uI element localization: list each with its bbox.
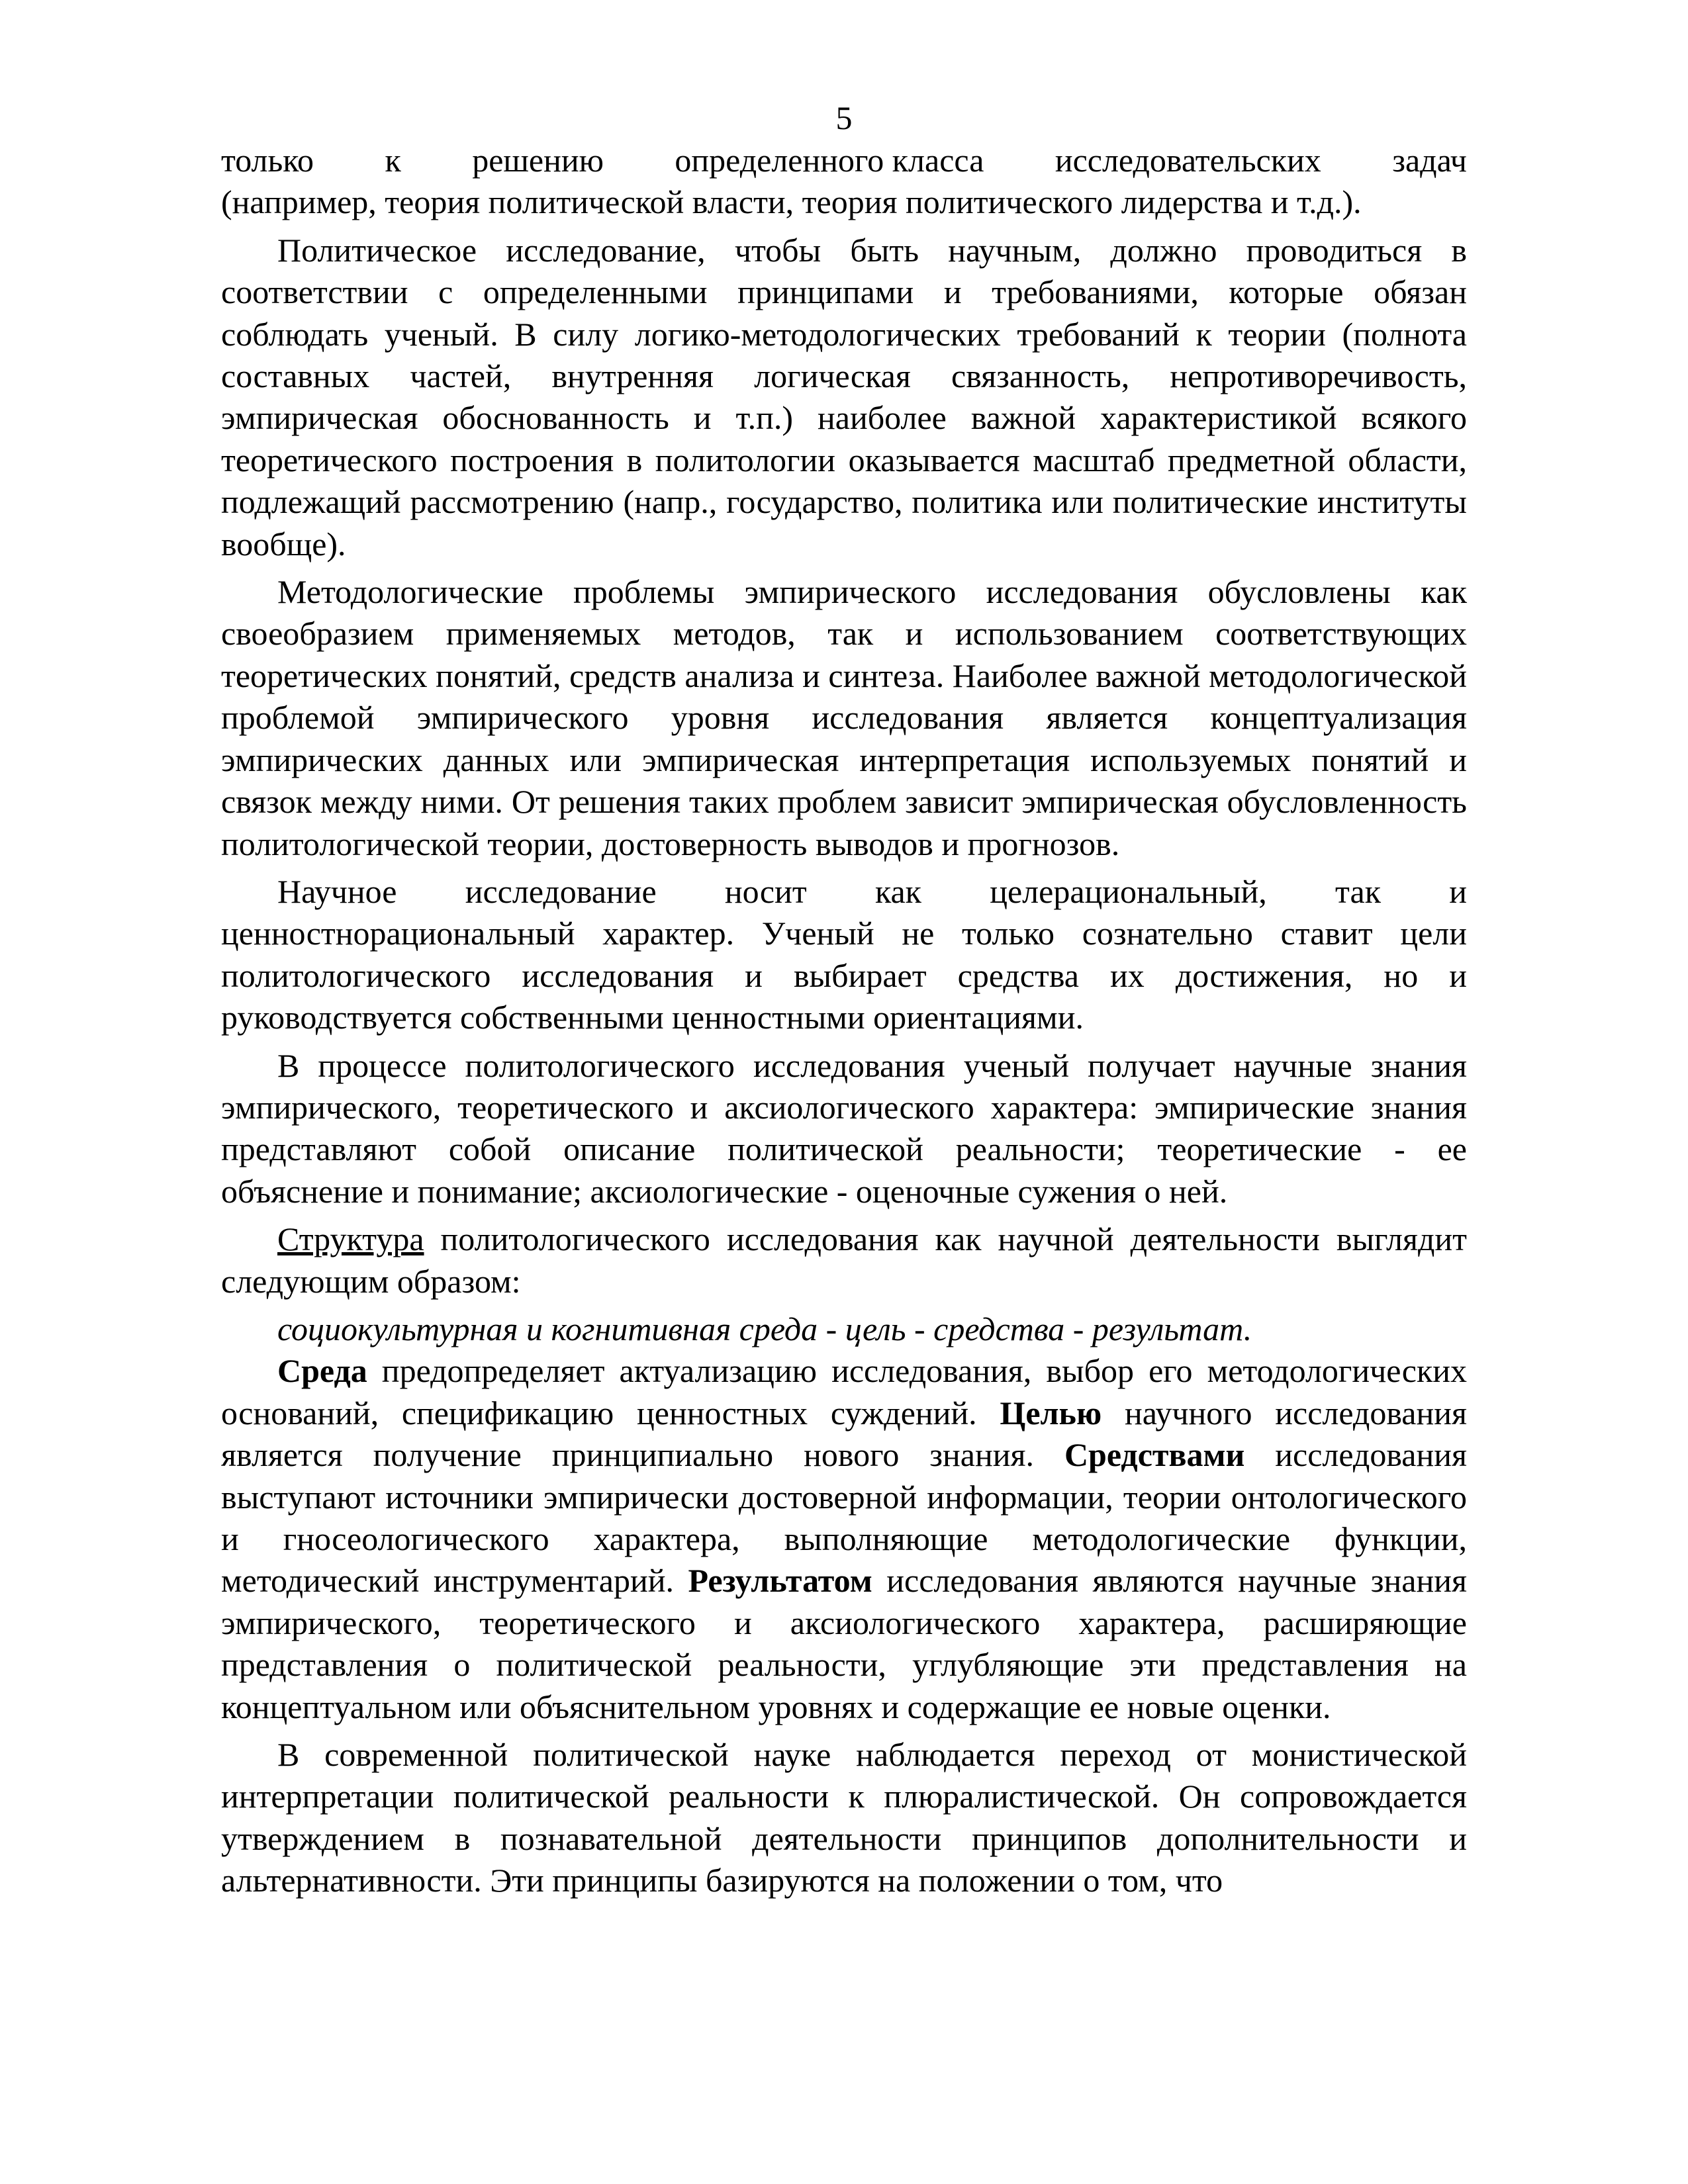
structure-text: политологического исследования как научной деятельности выглядит следующим образом: xyxy=(221,1220,1467,1300)
paragraph-1-rest: (например, теория политической власти, теория политического лидерства и т.д.). xyxy=(221,183,1362,221)
term-rezultatom: Результатом xyxy=(688,1562,872,1600)
paragraph-2: Политическое исследование, чтобы быть научным, должно проводиться в соответствии с определенными принципами и требованиями, которые обязан соблюдать ученый. В силу логико-методологических требований к теории (полнота составных частей, внутренняя логическая связанность, непротиворечивость, эмпирическая обоснованность и т.п.) наиболее важной характеристикой всякого теоретического построения в политологии оказывается масштаб предметной области, подлежащий рассмотрению (напр., государство, политика или политические институты вообще). xyxy=(221,231,1467,563)
term-sreda: Среда xyxy=(277,1352,367,1390)
paragraph-1 xyxy=(221,140,1467,224)
paragraph-9: В современной политической науке наблюдается переход от монистической интерпретации политической реальности к плюралистической. Он сопровождается утверждением в познавательной деятельности принципов дополнительности и альтернативности. Эти принципы базируются на положении о том, что xyxy=(221,1736,1467,1899)
structure-formula: социокультурная и когнитивная среда - цель - средства - результат. xyxy=(277,1310,1252,1347)
body-text xyxy=(221,140,1467,1908)
paragraph-1-first-line: только к решению определенного класса исследовательских задач xyxy=(221,142,1467,179)
paragraph-5: В процессе политологического исследования ученый получает научные знания эмпирического, теоретического и аксиологического характера: эмпирические знания представляют собой описание политической реальности; теоретические - ее объяснение и понимание; аксиологические - оценочные сужения о ней. xyxy=(221,1046,1467,1210)
paragraph-3: Методологические проблемы эмпирического исследования обусловлены как своеобразием применяемых методов, так и использованием соответствующих теоретических понятий, средств анализа и синтеза. Наиболее важной методологической проблемой эмпирического уровня исследования является концептуализация эмпирических данных или эмпирическая интерпретация используемых понятий и связок между ними. От решения таких проблем зависит эмпирическая обусловленность политологической теории, достоверность выводов и прогнозов. xyxy=(221,573,1467,862)
structure-term: Структура xyxy=(277,1220,424,1258)
paragraph-components: Среда предопределяет актуализацию исследования, выбор его методологических оснований, спецификацию ценностных суждений. Целью научного исследования является получение принципиально нового знания. Средствами исследования выступают источники эмпирически достоверной информации, теории онтологического и гносеологического характера, выполняющие методологические функции, методический инструментарий. Результатом исследования являются научные знания эмпирического, теоретического и аксиологического характера, расширяющие представления о политической реальности, углубляющие эти представления на концептуальном или объяснительном уровнях и содержащие ее новые оценки. xyxy=(221,1352,1467,1725)
term-sredstvami: Средствами xyxy=(1064,1436,1245,1474)
paragraph-4: Научное исследование носит как целерациональный, так и ценностнорациональный характер. Ученый не только сознательно ставит цели политологического исследования и выбирает средства их достижения, но и руководствуется собственными ценностными ориентациями. xyxy=(221,872,1467,1036)
term-tselyu: Целью xyxy=(1000,1394,1102,1432)
paragraph-structure xyxy=(221,1218,1467,1302)
page-number: 5 xyxy=(835,99,853,136)
